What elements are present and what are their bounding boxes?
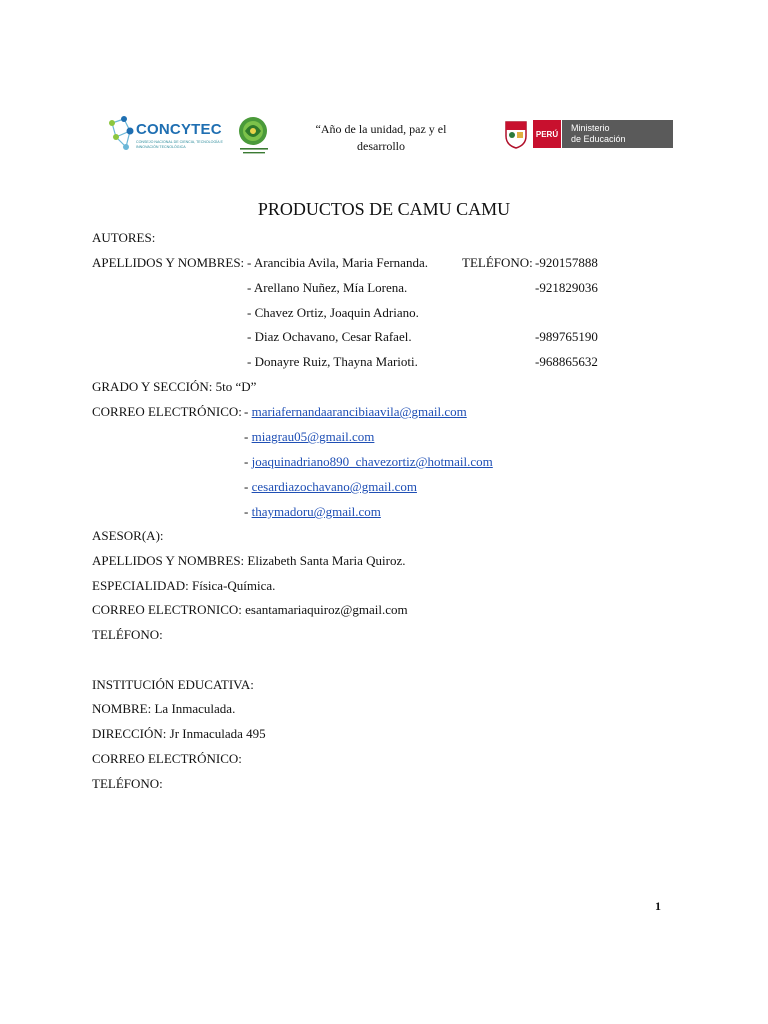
email-item <box>244 404 467 420</box>
author-name: - Arancibia Avila, Maria Fernanda. <box>247 255 428 270</box>
email-dash: - <box>244 479 249 494</box>
ministry-logo <box>500 118 673 150</box>
peru-label: PERÚ <box>535 129 559 139</box>
institution-name: NOMBRE: La Inmaculada. <box>92 701 236 716</box>
email-item <box>244 479 417 495</box>
author-phone: -968865632 <box>535 354 598 369</box>
advisor-names: APELLIDOS Y NOMBRES: Elizabeth Santa Maria Quiroz. <box>92 553 406 568</box>
advisor-phone: TELÉFONO: <box>92 627 163 642</box>
advisor-specialty: ESPECIALIDAD: Física-Química. <box>92 578 276 593</box>
institution-address: DIRECCIÓN: Jr Inmaculada 495 <box>92 726 266 741</box>
author-phone: -989765190 <box>535 329 598 344</box>
author-name: - Arellano Nuñez, Mía Lorena. <box>247 280 408 295</box>
page-number: 1 <box>655 899 661 913</box>
email-label: CORREO ELECTRÓNICO: <box>92 404 242 419</box>
year-motto: “Año de la unidad, paz y el desarrollo <box>315 122 447 153</box>
ministry-line1: Ministerio <box>571 123 610 133</box>
advisor-heading: ASESOR(A): <box>92 528 164 543</box>
author-phone: -920157888 <box>535 255 598 270</box>
email-dash: - <box>244 429 249 444</box>
email-item <box>244 454 493 470</box>
concytec-name: CONCYTEC <box>136 121 222 138</box>
email-dash: - <box>244 404 249 419</box>
email-link[interactable]: joaquinadriano890_chavezortiz@hotmail.com <box>251 454 493 469</box>
concytec-tagline: CONSEJO NACIONAL DE CIENCIA, TECNOLOGÍA E INNOVACIÓN TECNOLÓGICA <box>136 140 223 149</box>
email-link[interactable]: thaymadoru@gmail.com <box>251 504 381 519</box>
author-name: - Chavez Ortiz, Joaquin Adriano. <box>247 305 419 320</box>
authors-heading: AUTORES: <box>92 230 156 245</box>
ministry-line2: de Educación <box>571 134 626 144</box>
email-link[interactable]: miagrau05@gmail.com <box>251 429 375 444</box>
document-title: PRODUCTOS DE CAMU CAMU <box>257 199 511 219</box>
institution-heading: INSTITUCIÓN EDUCATIVA: <box>92 677 254 692</box>
email-item <box>244 429 374 445</box>
author-phone: -921829036 <box>535 280 598 295</box>
institution-phone: TELÉFONO: <box>92 776 163 791</box>
secondary-logo-icon <box>234 114 274 158</box>
author-name: - Diaz Ochavano, Cesar Rafael. <box>247 329 412 344</box>
email-dash: - <box>244 454 249 469</box>
grade-section: GRADO Y SECCIÓN: 5to “D” <box>92 379 257 394</box>
phone-label: TELÉFONO: <box>462 255 533 270</box>
institution-email: CORREO ELECTRÓNICO: <box>92 751 242 766</box>
author-name: - Donayre Ruiz, Thayna Marioti. <box>247 354 418 369</box>
email-item <box>244 504 381 520</box>
concytec-logo <box>104 113 224 158</box>
email-link[interactable]: mariafernandaarancibiaavila@gmail.com <box>251 404 467 419</box>
advisor-email: CORREO ELECTRONICO: esantamariaquiroz@gmail.com <box>92 602 408 617</box>
names-label: APELLIDOS Y NOMBRES: <box>92 255 245 270</box>
email-link[interactable]: cesardiazochavano@gmail.com <box>251 479 417 494</box>
peru-shield-icon <box>500 118 532 150</box>
email-dash: - <box>244 504 249 519</box>
